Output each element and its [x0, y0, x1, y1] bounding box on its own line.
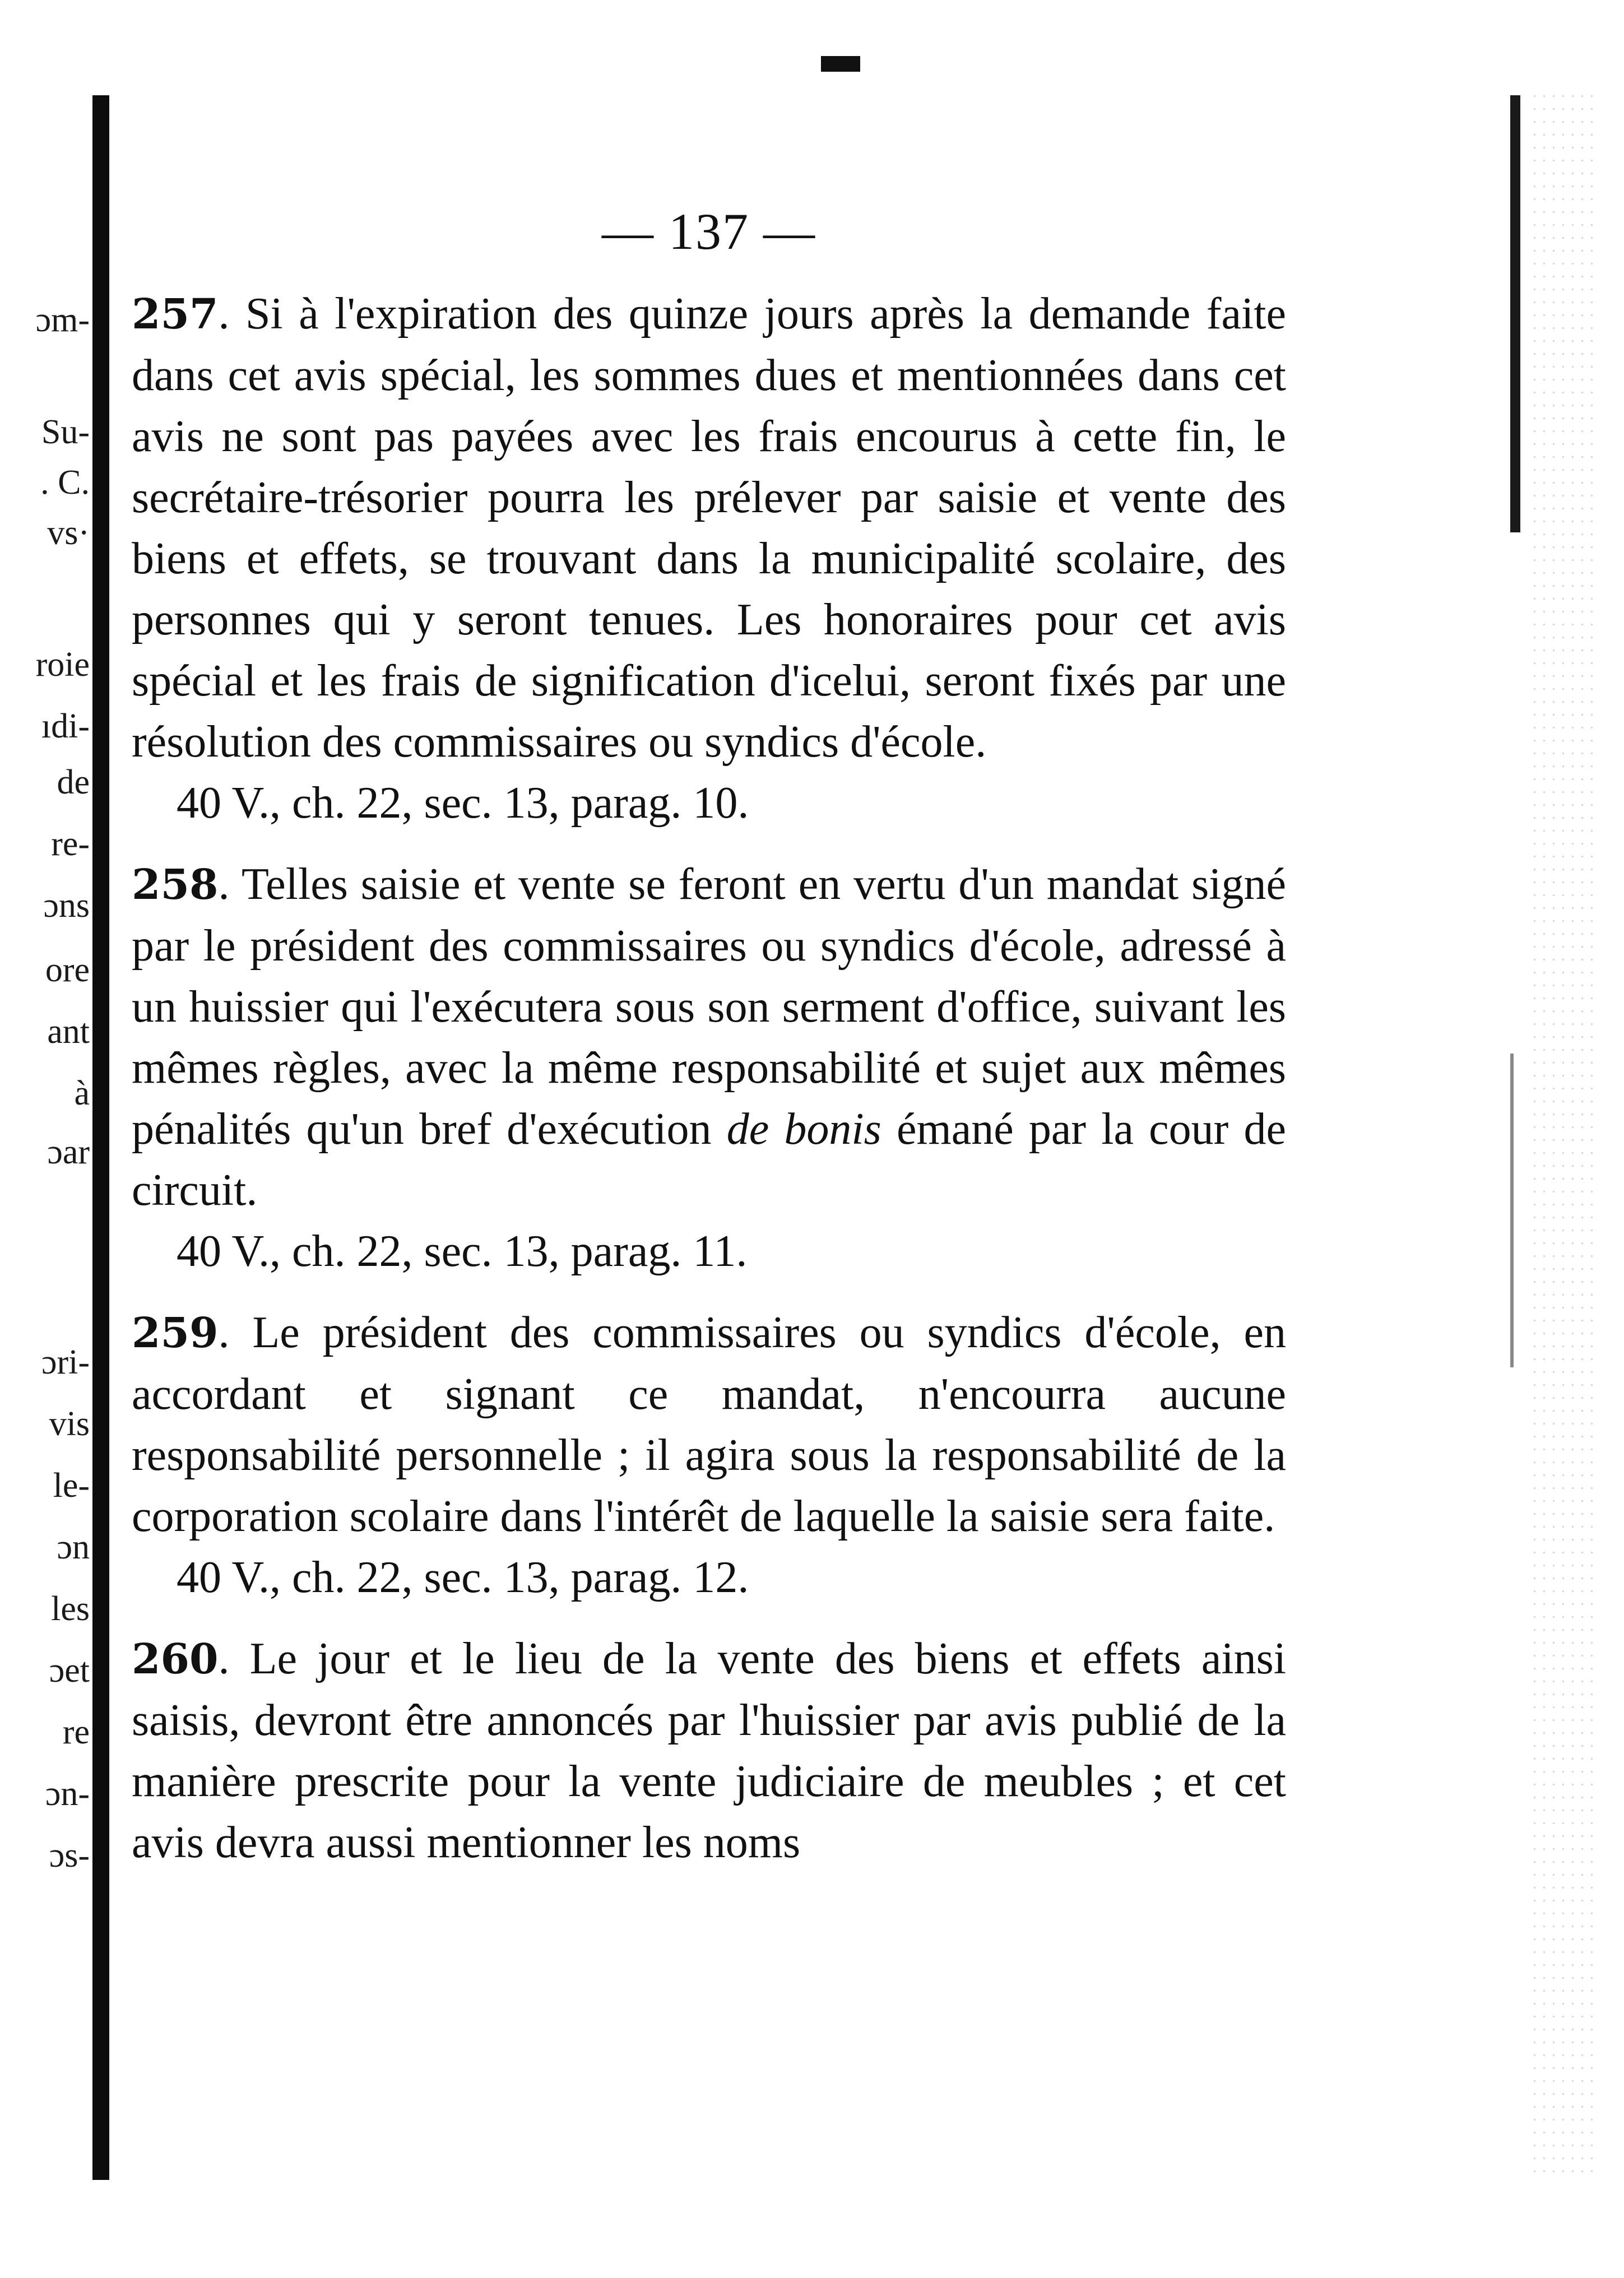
article-number: 260 [132, 1635, 219, 1683]
binding-mark [821, 56, 860, 72]
article-text-italic: de bonis [726, 1105, 881, 1154]
margin-fragment: ɔs- [49, 1836, 90, 1875]
margin-fragment: ɔri- [41, 1343, 90, 1381]
article-number: 258 [132, 861, 219, 909]
margin-fragment: ɔar [47, 1133, 90, 1171]
margin-fragment: ıdi- [41, 707, 90, 745]
article-text: émané par la cour de circuit. [132, 1105, 1287, 1215]
article-260: 260. Le jour et le lieu de la vente des biens et effets ainsi saisis, devront être annoncés par l'huissier par avis publié de la manière prescrite pour la vente judiciaire de meubles ; et cet avis devra aussi mentionner les noms [132, 1634, 1286, 1867]
margin-fragment: vs· [47, 514, 90, 552]
margin-fragment: ɔm- [35, 301, 90, 339]
page-number: — 137 — [602, 203, 816, 260]
article-citation: 40 V., ch. 22, sec. 13, parag. 11. [177, 1227, 748, 1276]
facing-page-margin [0, 0, 90, 2278]
margin-fragment: ɔet [49, 1651, 90, 1690]
margin-fragment: ore [45, 951, 90, 989]
article-citation: 40 V., ch. 22, sec. 13, parag. 12. [177, 1553, 749, 1602]
margin-fragment: les [51, 1590, 90, 1628]
margin-fragment: à [74, 1074, 90, 1112]
page-body [132, 202, 1286, 1873]
margin-fragment: re- [51, 825, 90, 863]
article-text: Si à l'expiration des quinze jours après la demande faite dans cet avis spécial, les sommes dues et mentionnées dans cet avis ne sont pas payées avec les frais encourus à cette fin, le secrétaire-trésorier pourra les prélever par saisie et vente des biens et effets, se trouvant dans la municipalité scolaire, des personnes qui y seront tenues. Les honoraires pour cet avis spécial et les frais de signification d'icelui, seront fixés par une résolution des commissaires ou syndics d'école. [132, 289, 1287, 767]
article-text: Le jour et le lieu de la vente des biens et effets ainsi saisis, devront être annoncés par l'huissier par avis publié de la manière prescrite pour la vente judiciaire de meubles ; et cet avis devra aussi mentionner les noms [132, 1634, 1286, 1867]
margin-fragment: ant [47, 1013, 90, 1051]
article-citation: 40 V., ch. 22, sec. 13, parag. 10. [177, 778, 749, 828]
margin-fragment: . C. [40, 463, 90, 502]
margin-fragment: re [62, 1713, 90, 1751]
article-text: Telles saisie et vente se feront en vertu d'un mandat signé par le président des commissaires ou syndics d'école, adressé à un huissier qui l'exécutera sous son serment d'office, suivant les mêmes règles, avec la même responsabilité et sujet aux mêmes pénalités qu'un bref d'exécution [132, 860, 1286, 1154]
right-gutter-shadow [1510, 95, 1520, 532]
article-257: 257. Si à l'expiration des quinze jours après la demande faite dans cet avis spécial, les sommes dues et mentionnées dans cet avis ne sont pas payées avec les frais encourus à cette fin, le secrétaire-trésorier pourra les prélever par saisie et vente des biens et effets, se trouvant dans la municipalité scolaire, des personnes qui y seront tenues. Les honoraires pour cet avis spécial et les frais de signification d'icelui, seront fixés par une résolution des commissaires ou syndics d'école. [132, 289, 1287, 767]
margin-fragment: roie [35, 646, 90, 684]
margin-fragment: ɔn [57, 1528, 90, 1566]
margin-fragment: ɔns [43, 887, 90, 925]
margin-fragment: ɔn- [45, 1775, 90, 1813]
article-258: 258. Telles saisie et vente se feront en vertu d'un mandat signé par le président des commissaires ou syndics d'école, adressé à un huissier qui l'exécutera sous son serment d'office, suivant les mêmes règles, avec la même responsabilité et sujet aux mêmes pénalités qu'un bref d'exécution de bonis émané par la cour de circuit. [132, 860, 1287, 1215]
margin-fragment: Su- [41, 413, 90, 451]
margin-fragment: de [57, 763, 90, 801]
article-text: Le président des commissaires ou syndics d'école, en accordant et signant ce mandat, n'encourra aucune responsabilité personnelle ; il agira sous la responsabilité de la corporation scolaire dans l'intérêt de laquelle la saisie sera faite. [132, 1308, 1286, 1541]
scan-noise [1530, 90, 1597, 2174]
left-gutter-shadow [92, 95, 109, 2180]
margin-fragment: vis [49, 1405, 90, 1443]
margin-fragment: le- [53, 1467, 90, 1505]
article-259: 259. Le président des commissaires ou syndics d'école, en accordant et signant ce mandat, n'encourra aucune responsabilité personnelle ; il agira sous la responsabilité de la corporation scolaire dans l'intérêt de laquelle la saisie sera faite. [132, 1308, 1286, 1541]
article-number: 259 [132, 1309, 219, 1357]
right-gutter-shadow-lower [1510, 1054, 1514, 1367]
article-number: 257 [132, 290, 219, 338]
